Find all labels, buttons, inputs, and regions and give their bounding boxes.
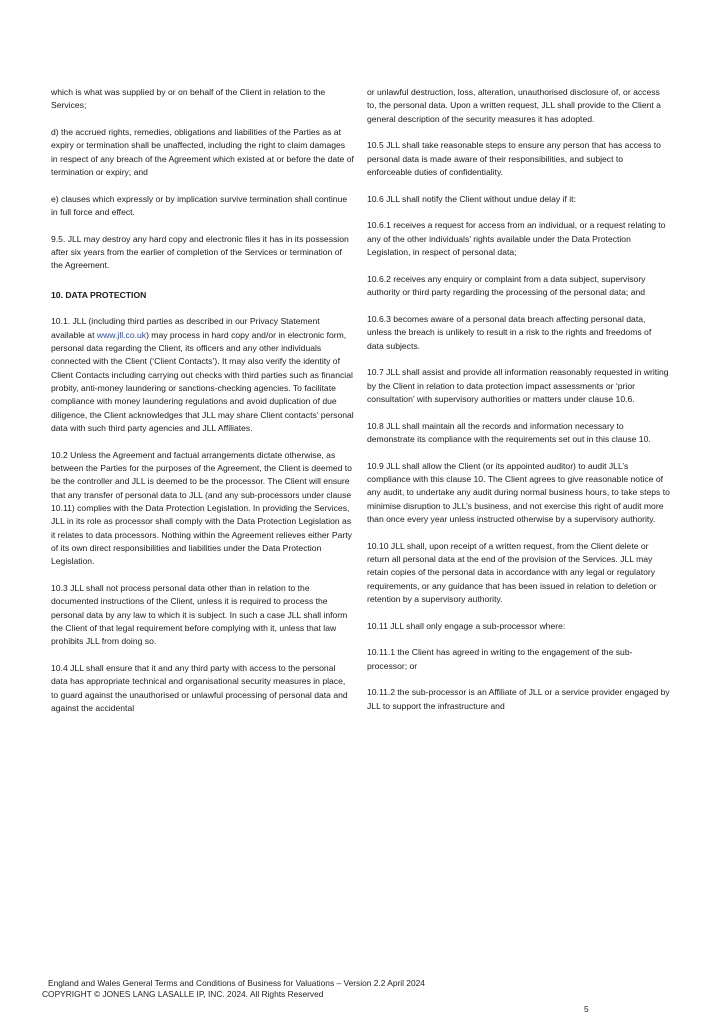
page-number: 5 bbox=[584, 1004, 589, 1014]
clause-10-10: 10.10 JLL shall, upon receipt of a written request, from the Client delete or return all personal data at the end of the provision of the Services. JLL may retain copies of the personal data in accordance with any legal or regulatory requirements, or any guidance that has been issued in relation to deletion or retention by a supervisory authority. bbox=[367, 540, 657, 605]
clause-10-6-3: 10.6.3 becomes aware of a personal data breach affecting personal data, unless the breach is unlikely to result in a risk to the rights and freedoms of data subjects. bbox=[367, 313, 652, 351]
clause-10-1 bbox=[51, 315, 354, 435]
left-column bbox=[51, 86, 354, 729]
clause-10-11-2: 10.11.2 the sub-processor is an Affiliate of JLL or a service provider engaged by JLL to support the infrastructure and bbox=[367, 687, 670, 711]
footer-document-title: England and Wales General Terms and Conditions of Business for Valuations – Version 2.2 April 2024 bbox=[48, 978, 425, 988]
clause-9-4-d: d) the accrued rights, remedies, obligations and liabilities of the Parties as at expiry or termination shall be unaffected, including the right to claim damages in respect of any breach of the Agreement which existed at or before the date of termination or expiry; and bbox=[51, 127, 354, 178]
page-footer bbox=[42, 978, 425, 1000]
clause-9-5: 9.5. JLL may destroy any hard copy and electronic files it has in its possession after six years from the earlier of completion of the Services or termination of the Agreement. bbox=[51, 233, 349, 271]
clause-10-4-continuation: or unlawful destruction, loss, alteration, unauthorised disclosure of, or access to, the personal data. Upon a written request, JLL shall provide to the Client a general description of the security measures it has adopted. bbox=[367, 87, 661, 124]
clause-9-4-e: e) clauses which expressly or by implication survive termination shall continue in full force and effect. bbox=[51, 193, 348, 218]
footer-copyright: COPYRIGHT © JONES LANG LASALLE IP, INC. 2024. All Rights Reserved bbox=[42, 989, 324, 999]
clause-10-6: 10.6 JLL shall notify the Client without undue delay if it: bbox=[367, 193, 576, 204]
clause-10-3: 10.3 JLL shall not process personal data other than in relation to the documented instructions of the Client, unless it is required to process the personal data by any law to which it is subject. In such a case JLL shall inform the Client of that legal requirement before complying with it, unless that law prohibits JLL from doing so. bbox=[51, 583, 348, 647]
clause-10-4: 10.4 JLL shall ensure that it and any third party with access to the personal data has appropriate technical and organisational security measures in place, to guard against the unauthorised or unlawful processing of personal data and against the accidental bbox=[51, 663, 348, 714]
clause-10-1-text-start: 10.1. JLL (including third parties as described in our Privacy Statement available at bbox=[51, 316, 320, 340]
clause-9-4-c-continuation: which is what was supplied by or on behalf of the Client in relation to the Services; bbox=[51, 87, 326, 111]
section-heading-data-protection: 10. DATA PROTECTION bbox=[51, 289, 147, 300]
clause-10-6-2: 10.6.2 receives any enquiry or complaint from a data subject, supervisory authority or third party regarding the processing of the personal data; and bbox=[367, 273, 646, 298]
clause-10-6-1: 10.6.1 receives a request for access from an individual, or a request relating to any of the other individuals’ rights available under the Data Protection Legislation, in respect of personal data; bbox=[367, 220, 666, 258]
clause-10-5: 10.5 JLL shall take reasonable steps to ensure any person that has access to personal data is made aware of their responsibilities, and subject to enforceable duties of confidentiality. bbox=[367, 140, 661, 178]
clause-10-2: 10.2 Unless the Agreement and factual arrangements dictate otherwise, as between the Parties for the purposes of the Agreement, the Client is deemed to be the controller and JLL is deemed to be the processor. The Client will ensure that any transfer of personal data to JLL (and any sub-processors under clause 10.11) complies with the Data Protection Legislation. In providing the Services, JLL in its role as processor shall comply with the Data Protection Legislation as it relates to data processors. Nothing within the Agreement relieves either Party of its own direct responsibilities and liabilities under the Data Protection Legislation. bbox=[51, 449, 352, 567]
clause-10-11-1: 10.11.1 the Client has agreed in writing to the engagement of the sub-processor; or bbox=[367, 647, 633, 671]
clause-10-8: 10.8 JLL shall maintain all the records and information necessary to demonstrate its compliance with the requirements set out in this clause 10. bbox=[367, 420, 651, 444]
clause-10-9: 10.9 JLL shall allow the Client (or its appointed auditor) to audit JLL’s compliance with this clause 10. The Client agrees to give reasonable notice of any audit, to undertake any audit during normal business hours, to take steps to minimise disruption to JLL’s business, and not exercise this right of audit more than once every year unless instructed otherwise by a supervisory authority. bbox=[367, 460, 670, 524]
right-column bbox=[367, 86, 670, 727]
clause-10-11: 10.11 JLL shall only engage a sub-processor where: bbox=[367, 620, 566, 631]
clause-10-7: 10.7 JLL shall assist and provide all information reasonably requested in writing by the Client in relation to data protection impact assessments or ‘prior consultation’ with supervisory authorities or matters under clause 10.6. bbox=[367, 367, 669, 404]
clause-10-1-text-end: ) may process in hard copy and/or in electronic form, personal data regarding the Client, its officers and any other individuals connected with the Client (‘Client Contacts’). It may also verify the identity of Client Contacts including carrying out checks with third parties such as financial probity, anti-money laundering or sanctions-checking agencies. To facilitate compliance with money laundering regulations and avoid duplication of due diligence, the Client acknowledges that JLL may share Client contacts’ personal data with such third party agencies and JLL Affiliates. bbox=[51, 329, 354, 433]
jll-website-link[interactable]: www.jll.co.uk bbox=[96, 329, 147, 340]
